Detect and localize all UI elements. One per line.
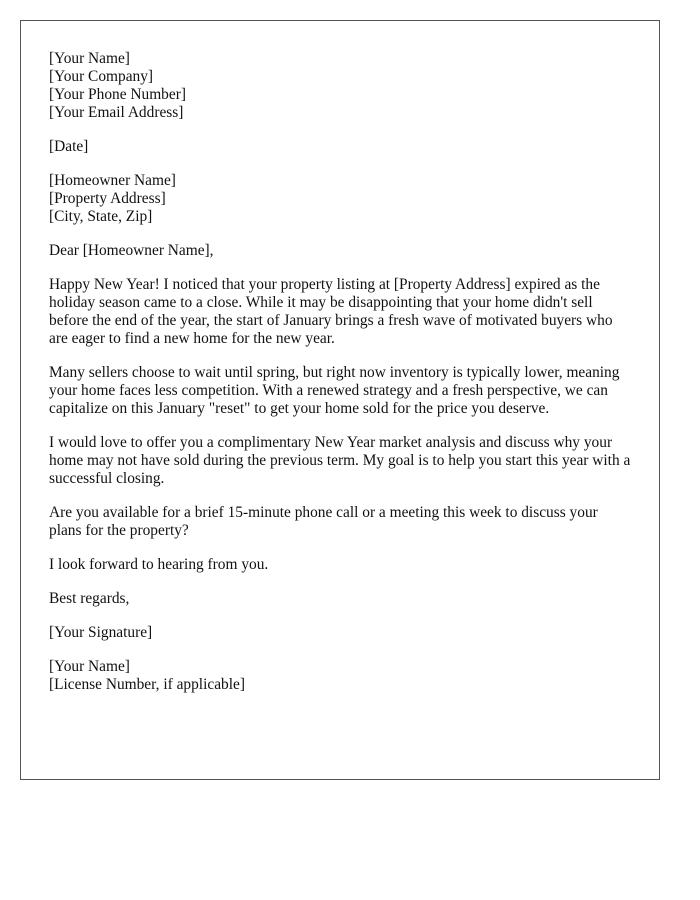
- recipient-city-state-zip: [City, State, Zip]: [49, 208, 153, 225]
- body-paragraph-1: Happy New Year! I noticed that your property listing at [Property Address] expired as the holiday season came to a close. While it may be disappointing that your home didn't sell before the end of the year, the start of January brings a fresh wave of motivated buyers who are eager to find a new home for the new year.: [49, 276, 613, 347]
- footer-block: [49, 658, 631, 694]
- footer-name: [Your Name]: [49, 658, 130, 675]
- sender-phone: [Your Phone Number]: [49, 86, 186, 103]
- closing: Best regards,: [49, 590, 130, 607]
- sender-block: [49, 50, 631, 122]
- body-paragraph-3: I would love to offer you a complimentary New Year market analysis and discuss why your home may not have sold during the previous term. My goal is to help you start this year with a successful closing.: [49, 434, 631, 487]
- sender-email: [Your Email Address]: [49, 104, 184, 121]
- body-paragraph-4: Are you available for a brief 15-minute phone call or a meeting this week to discuss your plans for the property?: [49, 504, 598, 539]
- sender-company: [Your Company]: [49, 68, 154, 85]
- recipient-name: [Homeowner Name]: [49, 172, 176, 189]
- sender-name: [Your Name]: [49, 50, 130, 67]
- body-paragraph-2: Many sellers choose to wait until spring, but right now inventory is typically lower, meaning your home faces less competition. With a renewed strategy and a fresh perspective, we can capitalize on this January "reset" to get your home sold for the price you deserve.: [49, 364, 620, 417]
- body-paragraph-5: I look forward to hearing from you.: [49, 556, 269, 573]
- recipient-address: [Property Address]: [49, 190, 166, 207]
- letter-page: [20, 20, 660, 780]
- signature: [Your Signature]: [49, 624, 153, 641]
- letter-date: [Date]: [49, 138, 89, 155]
- salutation: Dear [Homeowner Name],: [49, 242, 214, 259]
- footer-license: [License Number, if applicable]: [49, 676, 245, 693]
- recipient-block: [49, 172, 631, 226]
- date-block: [49, 138, 631, 156]
